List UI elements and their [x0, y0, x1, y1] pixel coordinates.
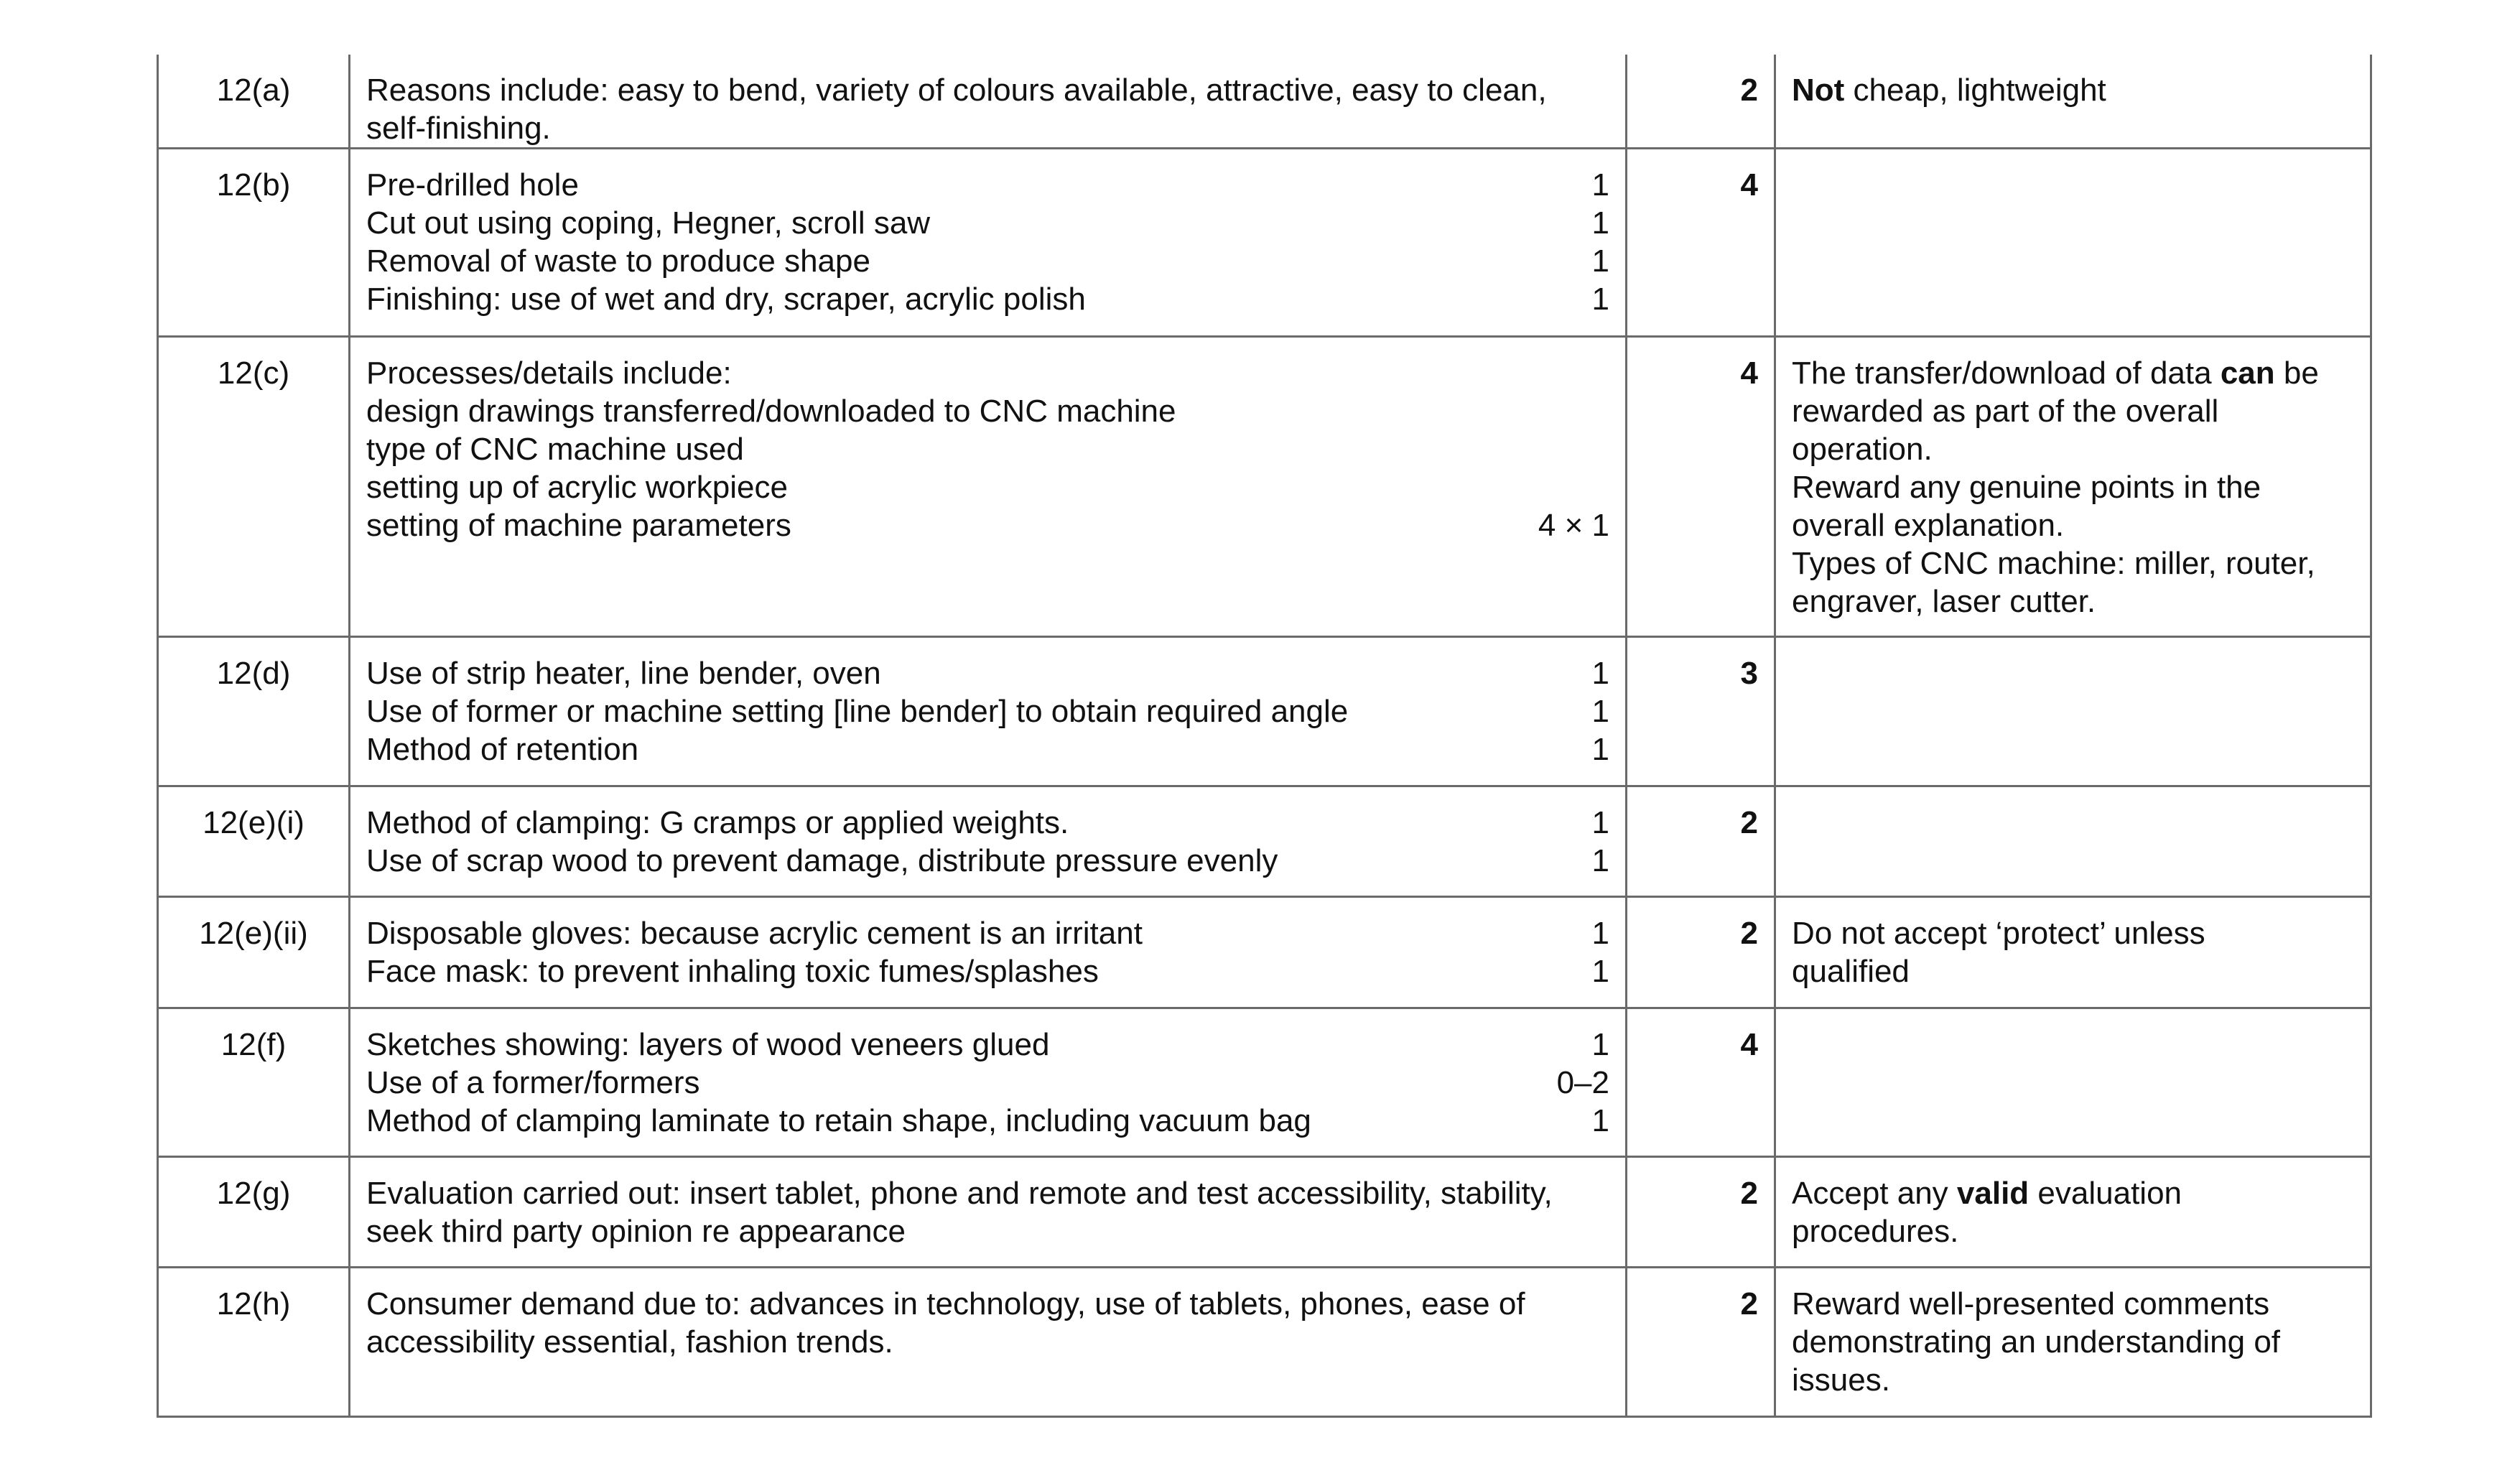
guidance-cell — [1775, 786, 2371, 897]
answer-point: design drawings transferred/downloaded to CNC machine — [366, 394, 1176, 429]
table-row — [158, 55, 2371, 149]
answer-point: Use of former or machine setting [line bender] to obtain required angle — [366, 694, 1349, 729]
answer-line — [366, 804, 1609, 842]
question-number-cell — [158, 897, 350, 1008]
point-mark: 4 × 1 — [1538, 508, 1609, 543]
guidance-line: Reward well-presented comments — [1792, 1286, 2270, 1321]
answer-point: type of CNC machine used — [366, 432, 744, 467]
point-mark: 1 — [1591, 1027, 1609, 1062]
point-mark: 1 — [1591, 843, 1609, 878]
answer-line — [366, 842, 1609, 880]
answer-point: Finishing: use of wet and dry, scraper, acrylic polish — [366, 282, 1086, 317]
question-number-cell — [158, 786, 350, 897]
point-mark: 1 — [1591, 805, 1609, 840]
guidance-cell — [1775, 149, 2371, 337]
question-number: 12(f) — [220, 1027, 287, 1062]
answer-cell — [350, 337, 1627, 637]
answer-cell — [350, 1268, 1627, 1417]
guidance-text: Accept any — [1792, 1176, 1957, 1211]
answer-cell — [350, 786, 1627, 897]
answer-line — [366, 1102, 1609, 1140]
question-number-cell — [158, 149, 350, 337]
answer-point: setting of machine parameters — [366, 508, 791, 543]
table-row — [158, 1268, 2371, 1417]
guidance-cell — [1775, 1157, 2371, 1268]
guidance-line: rewarded as part of the overall — [1792, 394, 2219, 429]
guidance-cell — [1775, 1268, 2371, 1417]
total-marks: 4 — [1627, 1008, 1775, 1157]
point-mark: 1 — [1591, 694, 1609, 729]
answer-line — [366, 952, 1609, 990]
answer-cell — [350, 55, 1627, 149]
answer-cell — [350, 637, 1627, 786]
answer-line — [366, 392, 1609, 430]
guidance-line: Reward any genuine points in the — [1792, 470, 2261, 505]
guidance-emphasis: can — [2220, 356, 2275, 391]
answer-line — [366, 166, 1609, 204]
question-number-cell — [158, 1157, 350, 1268]
answer-line — [366, 730, 1609, 768]
question-number: 12(g) — [216, 1176, 291, 1211]
answer-point: Cut out using coping, Hegner, scroll saw — [366, 205, 931, 241]
guidance-line: overall explanation. — [1792, 508, 2065, 543]
answer-text: Reasons include: easy to bend, variety of colours available, attractive, easy to clean, self-finishing. — [366, 73, 1547, 146]
guidance-cell — [1775, 337, 2371, 637]
total-marks: 4 — [1627, 149, 1775, 337]
total-marks: 2 — [1627, 897, 1775, 1008]
question-number-cell — [158, 1008, 350, 1157]
table-row — [158, 1157, 2371, 1268]
guidance-line: issues. — [1792, 1362, 1890, 1398]
point-mark: 1 — [1591, 282, 1609, 317]
answer-line — [366, 468, 1609, 506]
answer-line — [366, 430, 1609, 468]
question-number: 12(e)(ii) — [199, 916, 308, 951]
answer-line — [366, 914, 1609, 952]
answer-line — [366, 1064, 1609, 1102]
answer-point: Removal of waste to produce shape — [366, 243, 870, 279]
guidance-text: be — [2274, 356, 2319, 391]
point-mark: 0–2 — [1556, 1065, 1609, 1100]
total-marks: 2 — [1627, 1157, 1775, 1268]
mark-scheme-table — [157, 55, 2372, 1418]
guidance-text: cheap, lightweight — [1844, 73, 2106, 108]
guidance-line: Types of CNC machine: miller, router, — [1792, 546, 2315, 581]
answer-point: Disposable gloves: because acrylic cement is an irritant — [366, 916, 1143, 951]
question-number-cell — [158, 337, 350, 637]
question-number: 12(h) — [216, 1286, 291, 1321]
total-marks: 2 — [1627, 786, 1775, 897]
guidance-emphasis: valid — [1956, 1176, 2030, 1211]
answer-text: Consumer demand due to: advances in technology, use of tablets, phones, ease of accessibility essential, fashion trends. — [366, 1286, 1525, 1360]
answer-cell — [350, 897, 1627, 1008]
answer-cell — [350, 149, 1627, 337]
point-mark: 1 — [1591, 954, 1609, 989]
guidance-cell — [1775, 897, 2371, 1008]
answer-point: Use of a former/formers — [366, 1065, 700, 1100]
answer-point: Use of strip heater, line bender, oven — [366, 656, 881, 691]
question-number: 12(e)(i) — [203, 805, 304, 840]
guidance-cell — [1775, 1008, 2371, 1157]
answer-point: setting up of acrylic workpiece — [366, 470, 788, 505]
answer-line — [366, 654, 1609, 692]
answer-point: Sketches showing: layers of wood veneers glued — [366, 1027, 1050, 1062]
guidance-text: The transfer/download of data — [1792, 356, 2221, 391]
question-number: 12(c) — [217, 356, 290, 391]
answer-line — [366, 506, 1609, 544]
answer-point: Processes/details include: — [366, 356, 732, 391]
answer-point: Method of clamping laminate to retain shape, including vacuum bag — [366, 1103, 1311, 1138]
point-mark: 1 — [1591, 167, 1609, 203]
answer-point: Use of scrap wood to prevent damage, distribute pressure evenly — [366, 843, 1278, 878]
answer-line — [366, 204, 1609, 242]
total-marks: 3 — [1627, 637, 1775, 786]
answer-point: Method of retention — [366, 732, 639, 767]
answer-line — [366, 1026, 1609, 1064]
answer-point: Method of clamping: G cramps or applied weights. — [366, 805, 1069, 840]
point-mark: 1 — [1591, 205, 1609, 241]
table-row — [158, 337, 2371, 637]
point-mark: 1 — [1591, 243, 1609, 279]
answer-cell — [350, 1157, 1627, 1268]
answer-line — [366, 280, 1609, 318]
guidance-line: demonstrating an understanding of — [1792, 1324, 2281, 1360]
table-row — [158, 1008, 2371, 1157]
guidance-line: Do not accept ‘protect’ unless — [1792, 916, 2205, 951]
point-mark: 1 — [1591, 1103, 1609, 1138]
guidance-cell — [1775, 637, 2371, 786]
table-row — [158, 786, 2371, 897]
guidance-line: engraver, laser cutter. — [1792, 584, 2096, 619]
guidance-text: evaluation procedures. — [1792, 1176, 2182, 1249]
guidance-line: operation. — [1792, 432, 1933, 467]
question-number: 12(a) — [216, 73, 291, 108]
guidance-cell — [1775, 55, 2371, 149]
point-mark: 1 — [1591, 916, 1609, 951]
question-number-cell — [158, 1268, 350, 1417]
answer-text: Evaluation carried out: insert tablet, phone and remote and test accessibility, stability, seek third party opinion re appearance — [366, 1176, 1553, 1249]
guidance-line: qualified — [1792, 954, 1910, 989]
point-mark: 1 — [1591, 732, 1609, 767]
guidance-emphasis: Not — [1792, 73, 1845, 108]
question-number: 12(b) — [216, 167, 291, 203]
answer-line — [366, 354, 1609, 392]
answer-point: Face mask: to prevent inhaling toxic fumes/splashes — [366, 954, 1099, 989]
table-row — [158, 637, 2371, 786]
answer-point: Pre-drilled hole — [366, 167, 579, 203]
question-number-cell — [158, 637, 350, 786]
total-marks: 2 — [1627, 1268, 1775, 1417]
answer-line — [366, 242, 1609, 280]
answer-line — [366, 692, 1609, 730]
guidance-line — [1792, 354, 2357, 392]
point-mark: 1 — [1591, 656, 1609, 691]
question-number-cell — [158, 55, 350, 149]
table-row — [158, 149, 2371, 337]
total-marks: 4 — [1627, 337, 1775, 637]
answer-cell — [350, 1008, 1627, 1157]
table-row — [158, 897, 2371, 1008]
total-marks: 2 — [1627, 55, 1775, 149]
question-number: 12(d) — [216, 656, 291, 691]
